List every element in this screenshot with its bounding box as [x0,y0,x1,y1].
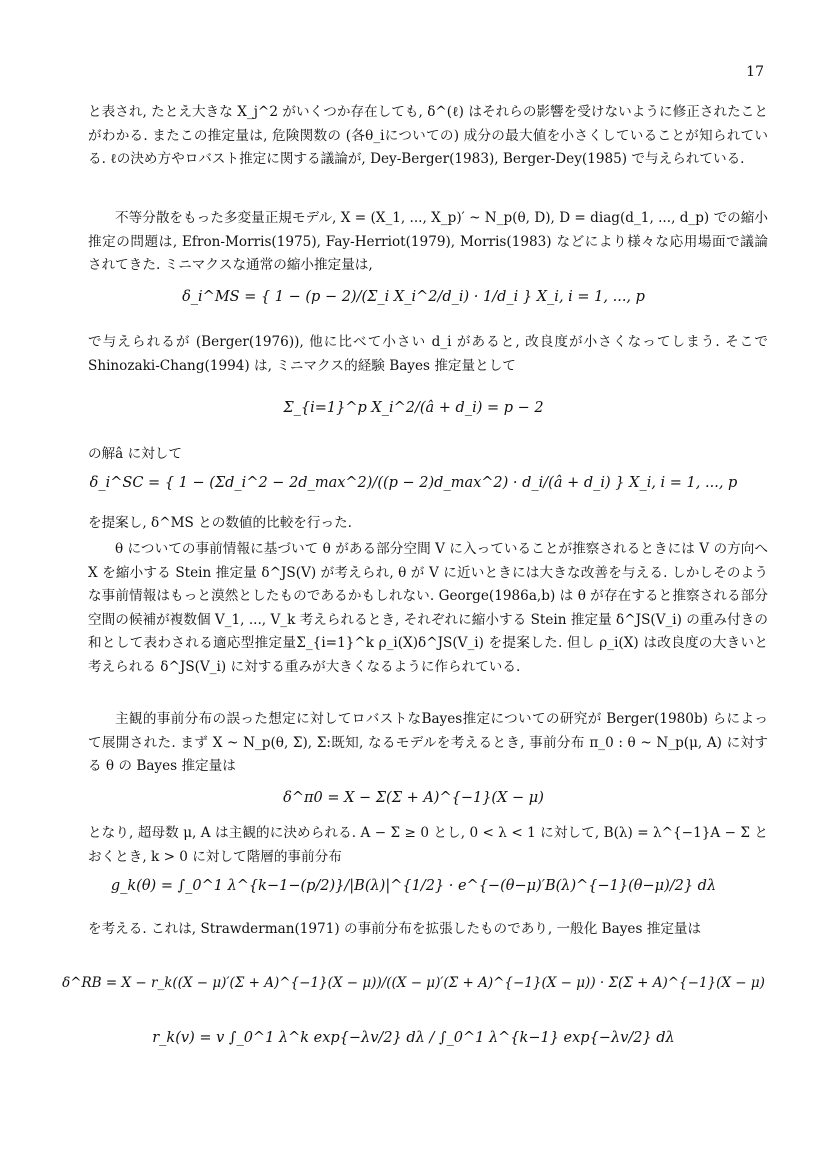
paragraph-hyperparameters: となり, 超母数 μ, A は主観的に決められる. A − Σ ≥ 0 とし, 0 < λ < 1 に対して, B(λ) = λ^{−1}A − Σ とおくとき, k > 0 に対して階層的事前分布 [88,825,768,865]
equation-delta-sc: δ_i^SC = { 1 − (Σd_i^2 − 2d_max^2)/((p − 2)d_max^2) · d_i/(â + d_i) } X_i, i = 1, ..., p [89,475,738,491]
paragraph-robust-shrinkage: と表され, たとえ大きな X_j^2 がいくつか存在しても, δ^(ℓ) はそれらの影響を受けないように修正されたことがわかる. またこの推定量は, 危険関数の (各θ_iについての) 成分の最大値を小さくしていることが知られている. ℓの決め方やロバスト推定に関する議論が, Dey-Berger(1983), Berger-Dey(1985) で与えられている. [88,104,768,168]
equation-delta-pi0: δ^π0 = X − Σ(Σ + A)^{−1}(X − μ) [283,790,544,806]
paragraph-subspace-stein: θ についての事前情報に基づいて θ がある部分空間 V に入っていることが推察されるときには V の方向へ X を縮小する Stein 推定量 δ^JS(V) が考えられ, θ が V に近いときには大きな改善を与える. しかしそのような事前情報はもっと漠然としたものであるかもしれない. George(1986a,b) は θ が存在すると推察される部分空間の候補が複数個 V_1, ..., V_k 考えられるとき, それぞれに縮小する Stein 推定量 δ^JS(V_i) の重み付きの和として表わされる適応型推定量Σ_{i=1}^k ρ_i(X)δ^JS(V_i) を提案した. 但し ρ_i(X) は改良度の大きいと考えられる δ^JS(V_i) に対する重みが大きくなるように作られている. [88,541,768,675]
paragraph-unequal-variance: 不等分散をもった多変量正規モデル, X = (X_1, ..., X_p)′ ~ N_p(θ, D), D = diag(d_1, ..., d_p) での縮小推定の問題は, Efron-Morris(1975), Fay-Herriot(1979), Morris(1983) などにより様々な応用場面で議論されてきた. ミニマクスな通常の縮小推定量は, [88,210,768,274]
paragraph-strawderman: を考える. これは, Strawderman(1971) の事前分布を拡張したものであり, 一般化 Bayes 推定量は [88,921,702,937]
page-number: 17 [746,64,764,80]
equation-delta-ms: δ_i^MS = { 1 − (p − 2)/(Σ_i X_i^2/d_i) · 1/d_i } X_i, i = 1, ..., p [182,289,645,305]
equation-a-hat: Σ_{i=1}^p X_i^2/(â + d_i) = p − 2 [283,400,544,416]
equation-gk: g_k(θ) = ∫_0^1 λ^{k−1−(p/2)}/|B(λ)|^{1/2} · e^{−(θ−μ)′B(λ)^{−1}(θ−μ)/2} dλ [110,878,717,894]
paragraph-solution: の解â に対して [88,446,182,462]
paragraph-shinozaki-chang: で与えられるが (Berger(1976)), 他に比べて小さい d_i があると, 改良度が小さくなってしまう. そこで Shinozaki-Chang(1994) は, ミニマクス的経験 Bayes 推定量として [88,334,768,374]
equation-rk: r_k(v) = v ∫_0^1 λ^k exp{−λv/2} dλ / ∫_0^1 λ^{k−1} exp{−λv/2} dλ [152,1030,675,1046]
paragraph-robust-bayes: 主観的事前分布の誤った想定に対してロバストなBayes推定についての研究が Berger(1980b) らによって展開された. まず X ~ N_p(θ, Σ), Σ:既知, なるモデルを考えるとき, 事前分布 π_0 : θ ~ N_p(μ, A) に対する θ の Bayes 推定量は [88,711,768,775]
equation-delta-rb: δ^RB = X − r_k((X − μ)′(Σ + A)^{−1}(X − μ))/((X − μ)′(Σ + A)^{−1}(X − μ)) · Σ(Σ + A)^{−1}(X − μ) [62,975,765,991]
paragraph-proposal: を提案し, δ^MS との数値的比較を行った. [88,515,352,531]
